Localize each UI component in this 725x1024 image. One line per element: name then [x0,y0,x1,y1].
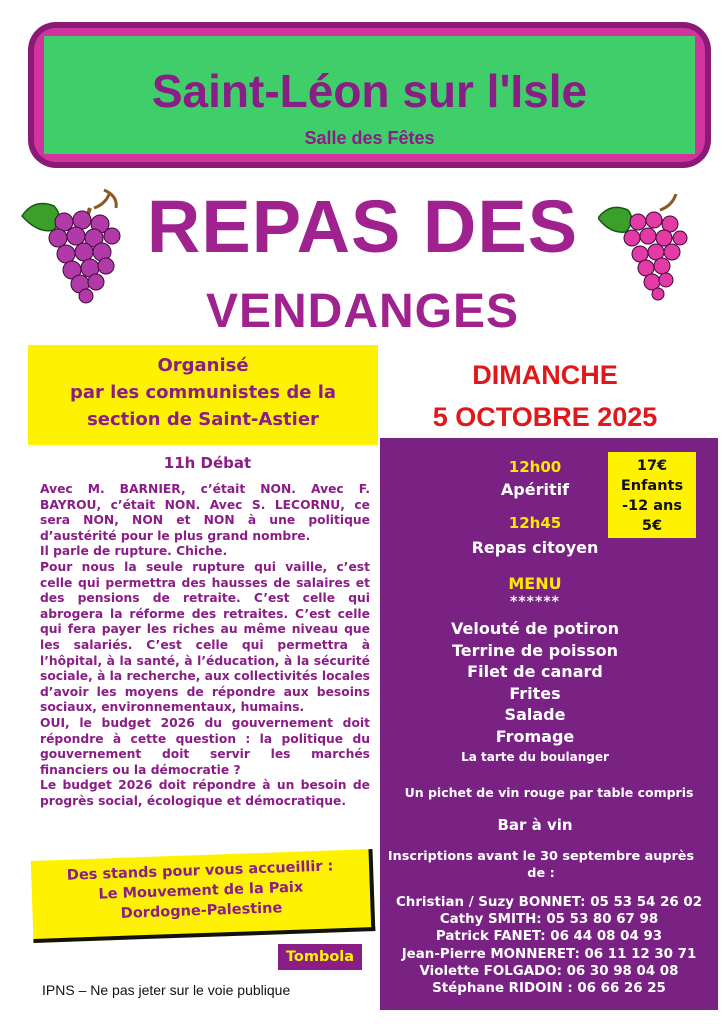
organiser-box [28,345,378,445]
price-kids-age: -12 ans [622,498,682,514]
menu-item: Fromage [495,726,575,746]
contact-item: Christian / Suzy BONNET: 05 53 54 26 02 [395,895,703,910]
date-full: 5 OCTOBRE 2025 [432,402,658,432]
venue-subtitle: Salle des Fêtes [304,128,435,148]
menu-item: Salade [504,705,566,725]
registration-intro: Inscriptions avant le 30 septembre auprès [387,849,695,864]
debate-text [40,482,370,809]
event-title-line1: REPAS DES [146,185,579,268]
header-banner [28,22,711,168]
banner-border [34,28,705,162]
event-title-line2: VENDANGES [205,285,520,338]
contact-item: Cathy SMITH: 05 53 80 67 98 [439,912,659,928]
date-day: DIMANCHE [472,360,618,390]
menu-title: MENU [508,574,562,593]
wine-bar: Bar à vin [497,816,573,834]
stands-box [31,849,376,943]
menu-item: Frites [509,683,561,703]
menu-item: Terrine de poisson [452,640,618,660]
debate-paragraph: Avec M. BARNIER, c’était NON. Avec F. BAYROU, c’était NON. Avec S. LECORNU, ce sera NON, NON et NON à une politique d’austérité pour le plus grand nombre. [40,482,370,543]
label-aperitif: Apéritif [500,480,570,499]
contact-item: Stéphane RIDOIN : 06 66 26 25 [432,981,666,997]
debate-paragraph: OUI, le budget 2026 du gouvernement doit répondre à cette question : la politique du gouvernement doit servir les marchés financiers ou la démocratie ? [40,715,370,777]
organiser-line: section de Saint-Astier [87,409,319,430]
town-title: Saint-Léon sur l'Isle [151,65,588,117]
stands-line: Le Mouvement de la Paix [98,879,304,903]
contact-item: Jean-Pierre MONNERET: 06 11 12 30 71 [401,946,697,962]
debate-paragraph: Le budget 2026 doit répondre à un besoin de progrès social, écologique et démocratique. [40,778,370,808]
debate-paragraph: Il parle de rupture. Chiche. [40,544,228,559]
contact-item: Violette FOLGADO: 06 30 98 04 08 [419,963,679,979]
stands-line: Des stands pour vous accueillir : [66,858,334,884]
debate-paragraph: Pour nous la seule rupture qui vaille, c’est celle qui permettra des hausses de salaires et des pensions de retraite. C’est celle qui abrogera la réforme des retraites. C’est celle qui fera payer les riches au même niveau que les salariés. C’est celle qui permettra à l’hôpital, à la santé, à l’éducation, à la sécurité sociale, à la recherche, aux collectivités locales d’avoir les moyens de répondre aux besoins sociaux, environnementaux, humains. [40,559,370,715]
registration-intro-2: de : [527,866,555,881]
tombola-badge: Tombola [278,944,362,970]
contact-list [380,894,718,997]
footer-note: IPNS – Ne pas jeter sur le voie publique [42,982,291,998]
stands-line: Dordogne-Palestine [120,900,283,922]
price-kids: 5€ [641,518,663,534]
price-adult: 17€ [636,458,668,474]
label-repas: Repas citoyen [471,538,599,557]
price-kids-label: Enfants [620,478,684,494]
wine-note: Un pichet de vin rouge par table compris [404,785,694,800]
menu-stars: ****** [510,594,560,610]
contact-item: Patrick FANET: 06 44 08 04 93 [435,929,663,945]
time-aperitif: 12h00 [508,458,562,476]
menu-item: Velouté de potiron [450,619,620,638]
debate-title: 11h Débat [163,454,252,472]
menu-item: Filet de canard [467,662,603,682]
organiser-line: Organisé [157,355,249,376]
menu-list [380,618,690,748]
price-box [608,452,696,538]
program-panel [380,438,718,1010]
time-repas: 12h45 [508,514,562,532]
banner-panel [44,36,695,154]
menu-dessert: La tarte du boulanger [461,750,609,764]
organiser-line: par les communistes de la [69,382,337,403]
